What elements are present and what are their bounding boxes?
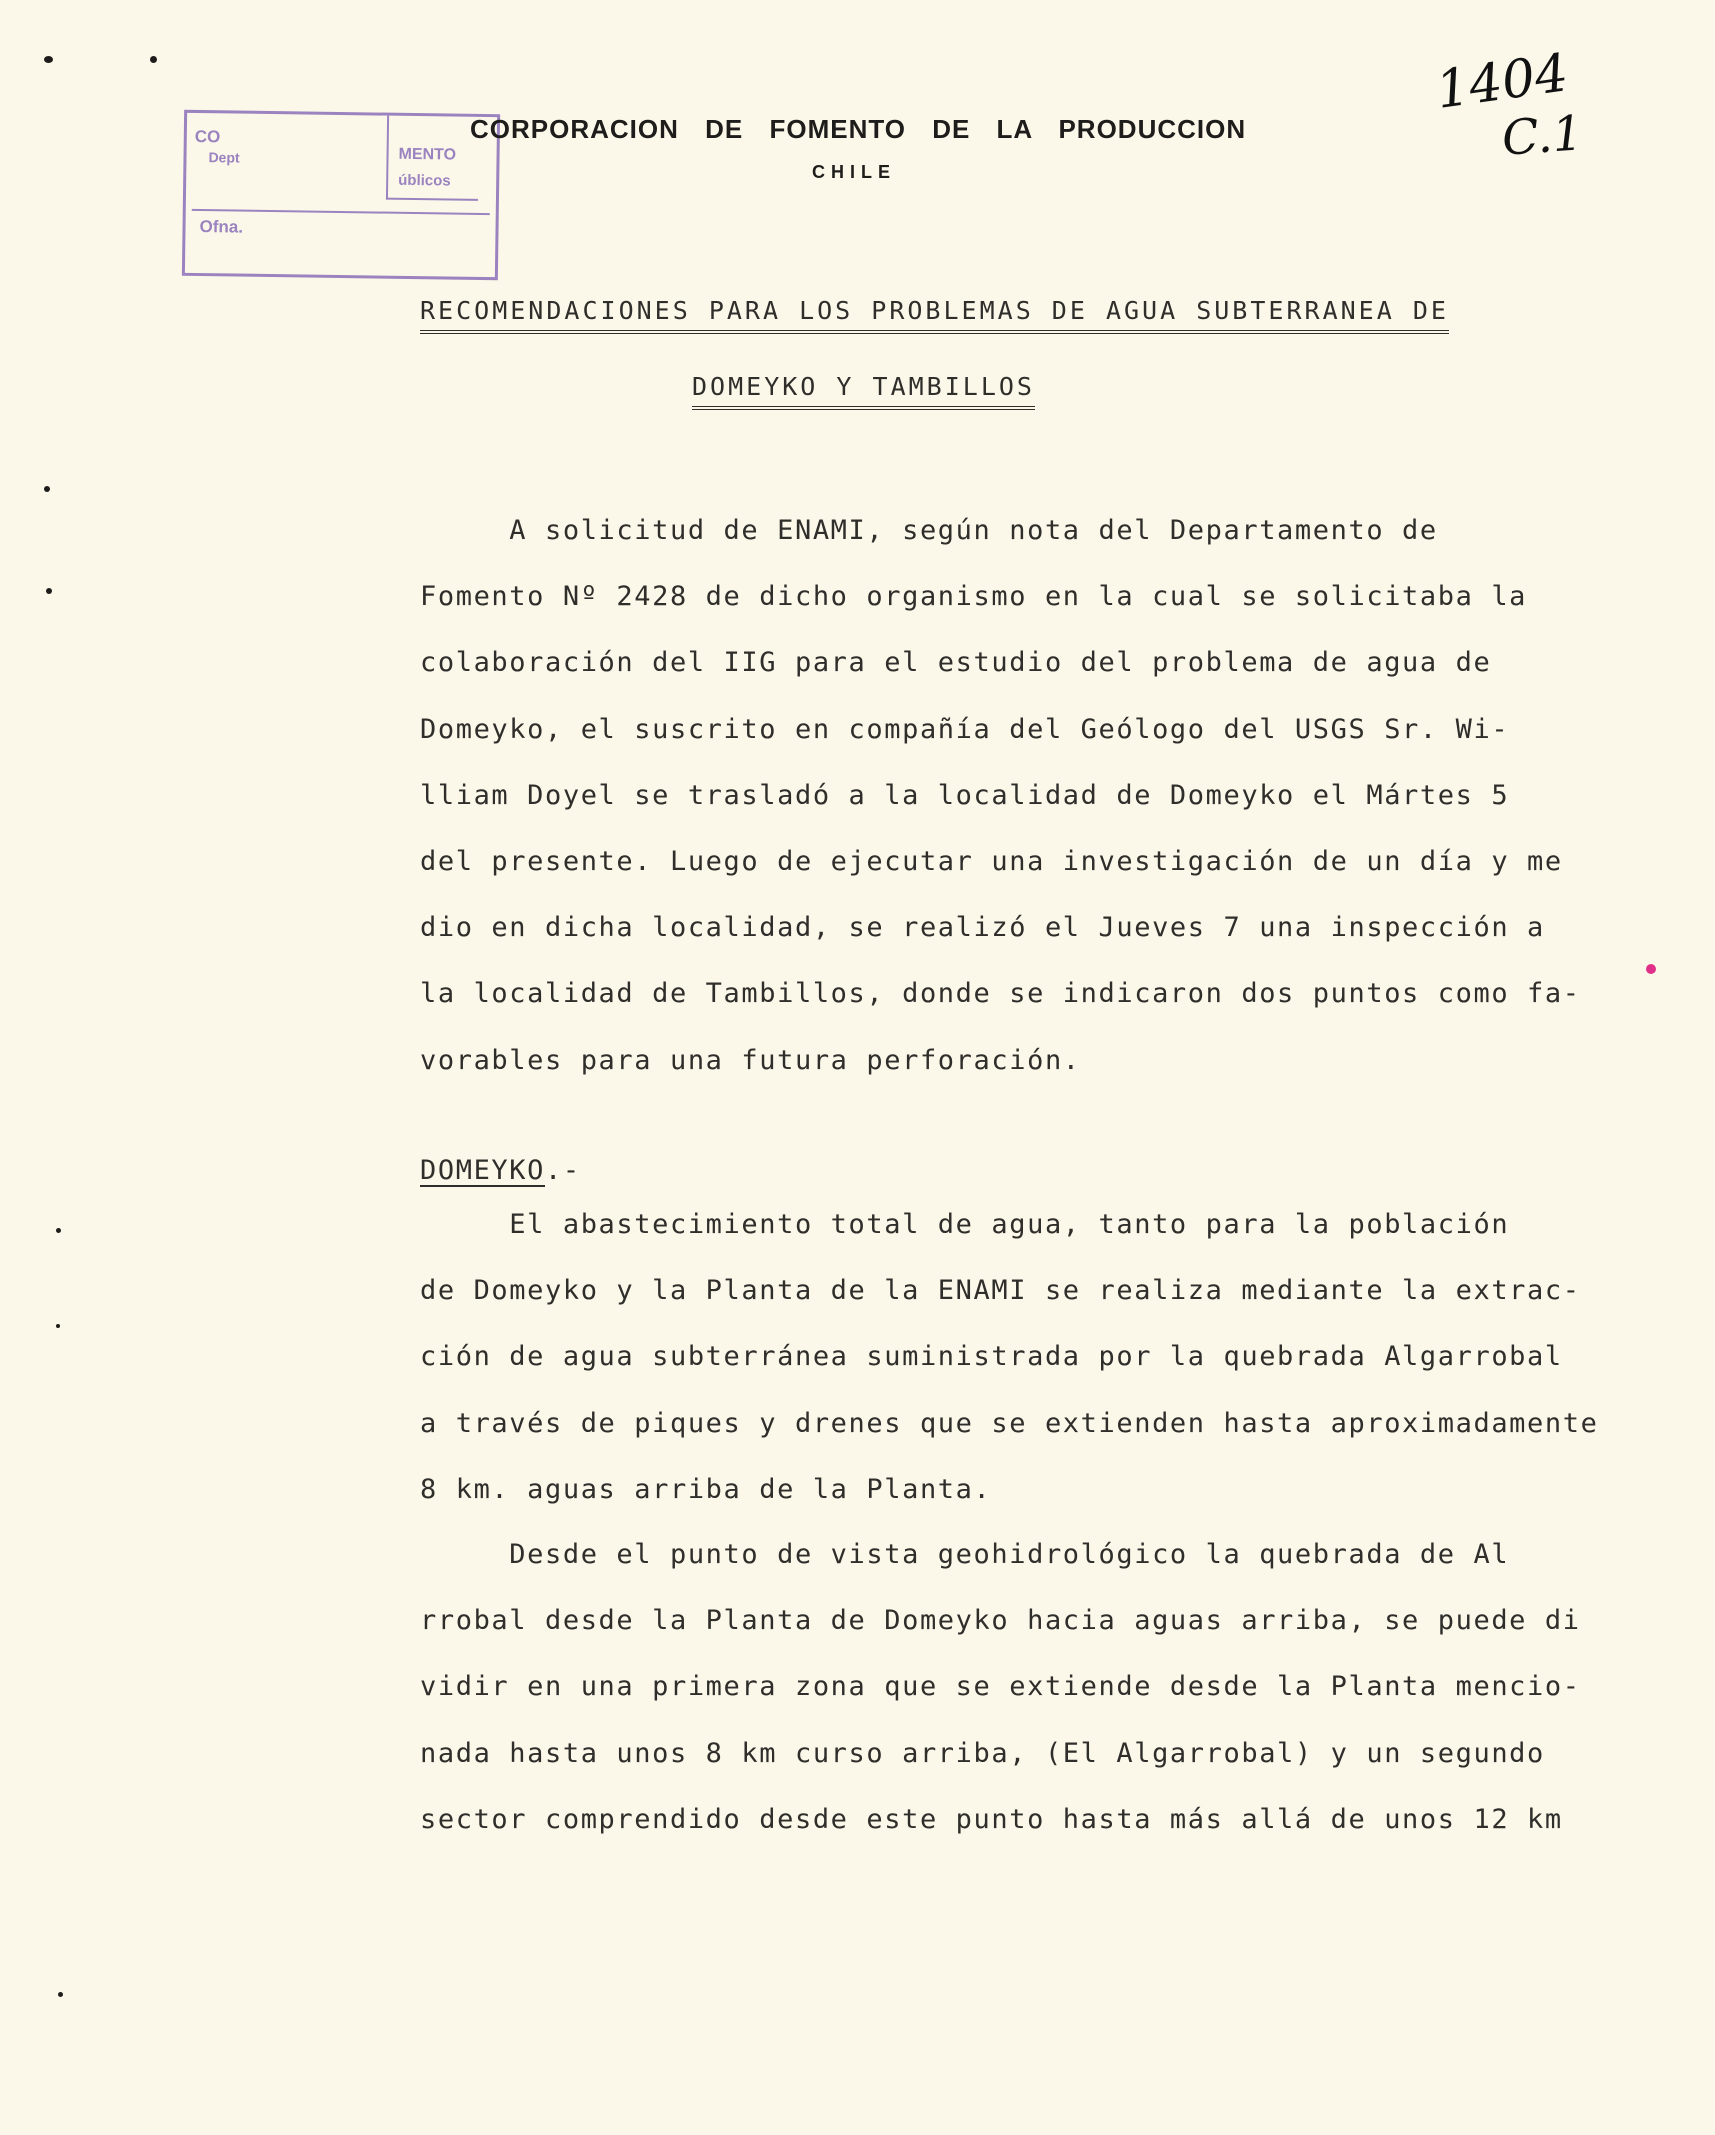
section-paragraph-2-line: vidir en una primera zona que se extiende desde la Planta mencio- (420, 1671, 1581, 1703)
scan-mark (44, 486, 50, 492)
scan-mark (46, 588, 52, 594)
section-paragraph-1-line: 8 km. aguas arriba de la Planta. (420, 1473, 992, 1505)
organization-country: CHILE (812, 162, 896, 182)
section-paragraph-2-line: Desde el punto de vista geohidrológico la quebrada de Al (420, 1539, 1510, 1570)
section-paragraph-2 (420, 1522, 1600, 1853)
section-paragraph-2-line: sector comprendido desde este punto hasta más allá de unos 12 km (420, 1803, 1563, 1835)
section-heading-text: DOMEYKO (420, 1155, 545, 1186)
intro-paragraph-line: la localidad de Tambillos, donde se indicaron dos puntos como fa- (420, 978, 1581, 1010)
stamp-text-line1-left: CO (194, 126, 221, 147)
section-paragraph-1 (420, 1192, 1600, 1523)
scan-mark (58, 1992, 63, 1997)
intro-paragraph-line: A solicitud de ENAMI, según nota del Departamento de (420, 515, 1438, 546)
document-title-line2: DOMEYKO Y TAMBILLOS (692, 372, 1035, 410)
scan-mark (56, 1324, 60, 1328)
section-paragraph-1-line: ción de agua subterránea suministrada por la quebrada Algarrobal (420, 1341, 1563, 1373)
intro-paragraph-line: lliam Doyel se trasladó a la localidad de Domeyko el Mártes 5 (420, 779, 1510, 811)
intro-paragraph-line: del presente. Luego de ejecutar una investigación de un día y me (420, 845, 1563, 877)
section-heading (420, 1155, 581, 1186)
document-title-line1: RECOMENDACIONES PARA LOS PROBLEMAS DE AGUA SUBTERRANEA DE (420, 296, 1449, 334)
scan-mark (44, 56, 53, 63)
handwritten-number: 1404 (1432, 43, 1572, 121)
stamp-text-line1-right: MENTO (398, 145, 457, 164)
scan-mark (56, 1228, 61, 1233)
purple-stamp (182, 110, 500, 280)
handwritten-copy-mark: C.1 (1500, 105, 1585, 167)
intro-paragraph-line: Domeyko, el suscrito en compañía del Geólogo del USGS Sr. Wi- (420, 713, 1510, 745)
intro-paragraph-line: dio en dicha localidad, se realizó el Jueves 7 una inspección a (420, 912, 1545, 944)
stamp-text-line2-right: úblicos (398, 171, 451, 190)
section-paragraph-2-line: rrobal desde la Planta de Domeyko hacia aguas arriba, se puede di (420, 1605, 1581, 1637)
intro-paragraph-line: colaboración del IIG para el estudio del problema de agua de (420, 647, 1492, 679)
organization-name: CORPORACION DE FOMENTO DE LA PRODUCCION (470, 114, 1247, 144)
section-paragraph-2-line: nada hasta unos 8 km curso arriba, (El Algarrobal) y un segundo (420, 1737, 1545, 1769)
intro-paragraph-line: vorables para una futura perforación. (420, 1044, 1081, 1076)
section-heading-suffix: .- (545, 1155, 581, 1186)
section-paragraph-1-line: a través de piques y drenes que se extienden hasta aproximadamente (420, 1407, 1599, 1439)
scan-mark (150, 56, 157, 63)
section-paragraph-1-line: El abastecimiento total de agua, tanto para la población (420, 1209, 1510, 1240)
intro-paragraph-line: Fomento Nº 2428 de dicho organismo en la cual se solicitaba la (420, 581, 1528, 613)
intro-paragraph (420, 498, 1600, 1094)
stamp-rule (192, 209, 490, 215)
section-paragraph-1-line: de Domeyko y la Planta de la ENAMI se realiza mediante la extrac- (420, 1275, 1581, 1307)
stamp-text-line3: Ofna. (199, 217, 244, 237)
ink-dot (1646, 964, 1656, 974)
stamp-text-line2-left: Dept (208, 149, 240, 166)
